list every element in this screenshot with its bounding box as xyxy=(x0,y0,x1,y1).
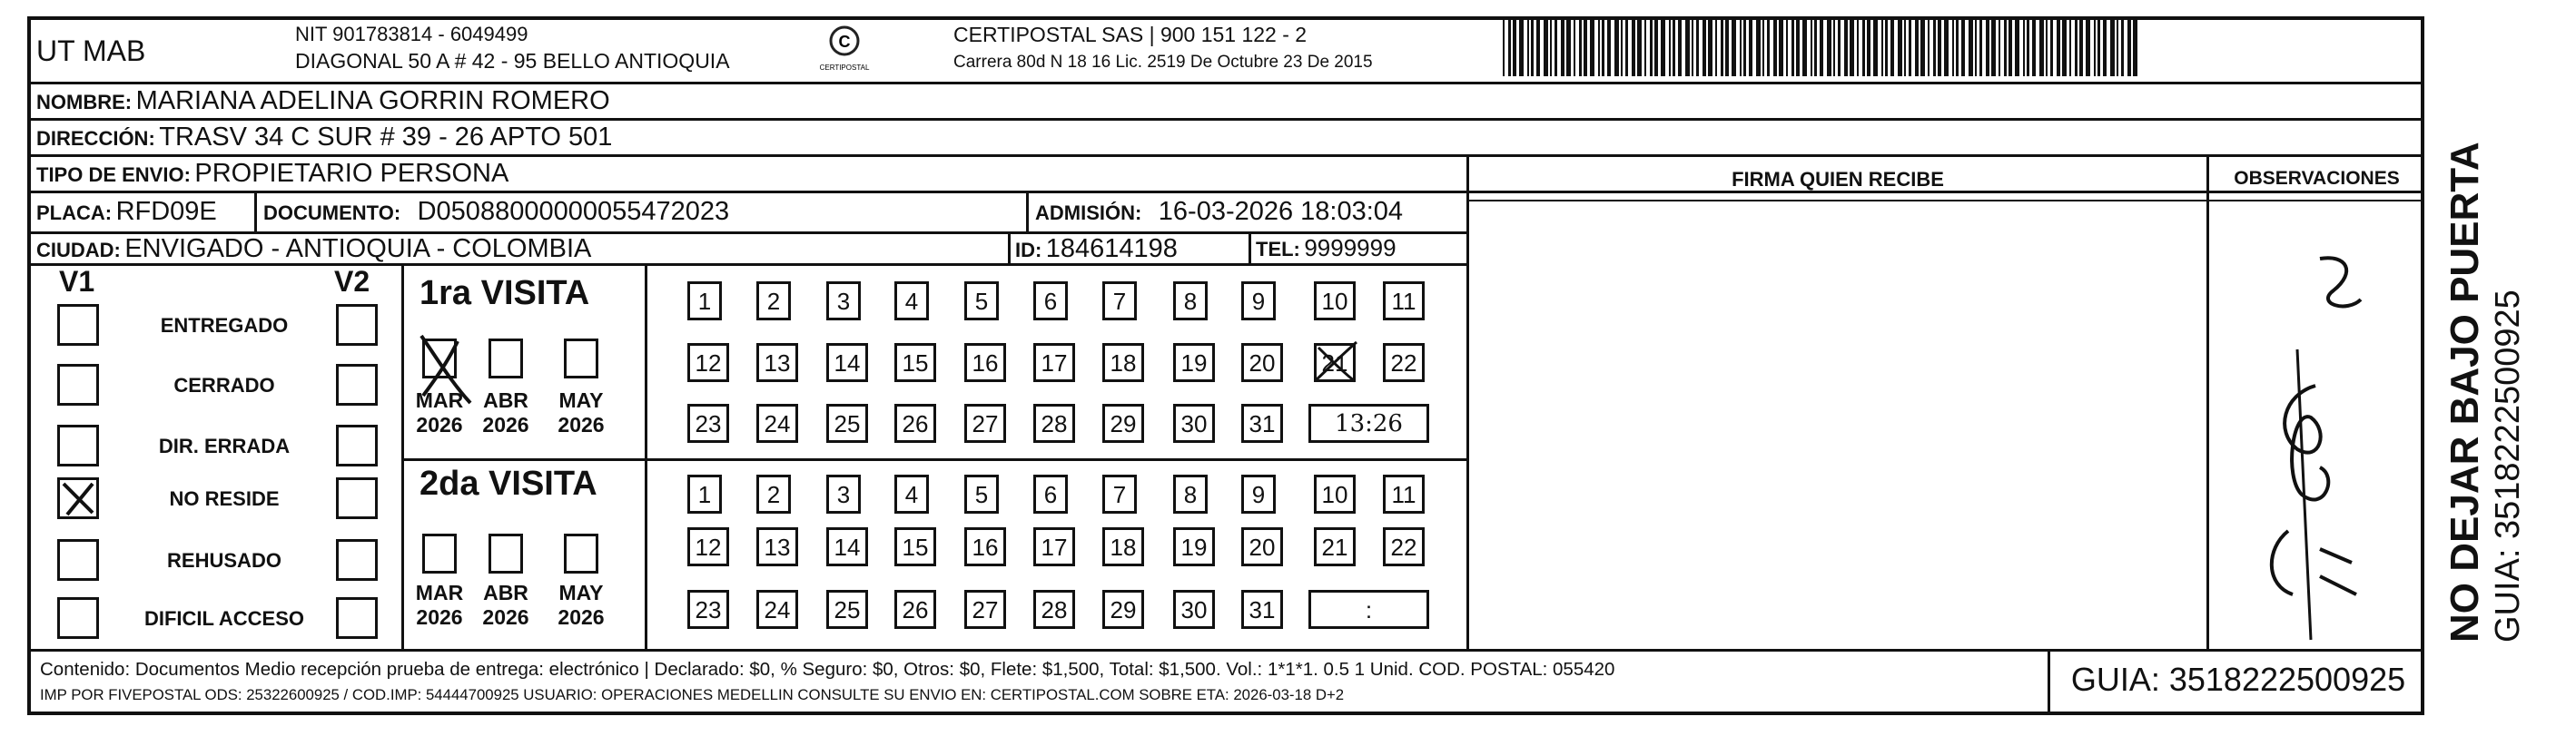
day-cell[interactable]: 6 xyxy=(1033,475,1068,514)
observaciones-header: OBSERVACIONES xyxy=(2234,168,2400,189)
day-cell[interactable]: 10 xyxy=(1314,281,1356,320)
day-cell[interactable]: 6 xyxy=(1033,281,1068,320)
day-cell[interactable]: 26 xyxy=(894,404,936,443)
day-cell[interactable]: 30 xyxy=(1173,404,1215,443)
day-cell[interactable]: 5 xyxy=(964,475,999,514)
barcode xyxy=(1503,16,2143,76)
day-cell[interactable]: 25 xyxy=(826,404,868,443)
day-cell[interactable]: 19 xyxy=(1173,527,1215,566)
placa-row: PLACA: RFD09E xyxy=(36,197,217,226)
day-cell[interactable]: 10 xyxy=(1314,475,1356,514)
month-box[interactable] xyxy=(489,534,523,574)
company-address: DIAGONAL 50 A # 42 - 95 BELLO ANTIOQUIA xyxy=(295,49,730,73)
day-cell[interactable]: 19 xyxy=(1173,343,1215,382)
month-box[interactable] xyxy=(489,339,523,378)
day-cell[interactable]: 29 xyxy=(1102,404,1144,443)
firma-header: FIRMA QUIEN RECIBE xyxy=(1732,168,1944,191)
v2-label: V2 xyxy=(334,265,370,298)
day-cell[interactable]: 3 xyxy=(826,281,861,320)
month-label: MAR 2026 xyxy=(415,581,464,629)
day-cell[interactable]: 11 xyxy=(1383,475,1425,514)
documento-row: DOCUMENTO: D05088000000055472023 xyxy=(263,197,730,226)
day-cell[interactable]: 4 xyxy=(894,281,929,320)
footer-contenido: Contenido: Documentos Medio recepción prueba de entrega: electrónico | Declarado: $0, % Seguro: $0, Otros: $0, Flete: $1,500, Total: $1,500. Vol.: 1*1*1. 0.5 1 Unid. COD. POSTAL: 055420 xyxy=(40,659,1615,680)
month-label: ABR 2026 xyxy=(482,388,529,437)
day-cell[interactable]: 24 xyxy=(756,404,798,443)
tel-row: TEL: 9999999 xyxy=(1256,234,1397,261)
v1-checkbox[interactable] xyxy=(57,477,99,519)
side-guia: GUIA: 3518222500925 xyxy=(2489,290,2527,643)
time-box[interactable]: : xyxy=(1308,590,1429,629)
day-cell[interactable]: 1 xyxy=(687,475,722,514)
v2-checkbox[interactable] xyxy=(336,597,378,639)
day-cell[interactable]: 29 xyxy=(1102,590,1144,629)
footer-guia: GUIA: 3518222500925 xyxy=(2070,661,2406,698)
month-label: MAY 2026 xyxy=(558,581,605,629)
month-box[interactable] xyxy=(564,534,598,574)
visit1-title: 1ra VISITA xyxy=(419,274,590,312)
day-cell[interactable]: 17 xyxy=(1033,527,1075,566)
ciudad-row: CIUDAD: ENVIGADO - ANTIOQUIA - COLOMBIA xyxy=(36,234,592,263)
handwritten-signature xyxy=(2211,204,2420,649)
day-cell[interactable]: 9 xyxy=(1241,281,1276,320)
v1-checkbox[interactable] xyxy=(57,539,99,581)
day-cell[interactable]: 16 xyxy=(964,527,1006,566)
day-cell[interactable]: 3 xyxy=(826,475,861,514)
svg-text:C: C xyxy=(838,33,851,51)
status-label: REHUSADO xyxy=(167,549,281,572)
v2-checkbox[interactable] xyxy=(336,304,378,346)
admision-row: ADMISIÓN: 16-03-2026 18:03:04 xyxy=(1035,197,1404,226)
side-text xyxy=(2443,116,2528,643)
day-cell[interactable]: 16 xyxy=(964,343,1006,382)
day-cell[interactable]: 27 xyxy=(964,404,1006,443)
v1-checkbox[interactable] xyxy=(57,597,99,639)
day-cell[interactable]: 22 xyxy=(1383,343,1425,382)
id-value: 184614198 xyxy=(1045,234,1178,263)
ciudad-value: ENVIGADO - ANTIOQUIA - COLOMBIA xyxy=(124,234,592,263)
day-cell[interactable]: 7 xyxy=(1102,475,1137,514)
documento-value: D05088000000055472023 xyxy=(417,197,730,226)
day-cell[interactable]: 22 xyxy=(1383,527,1425,566)
warning-text: NO DEJAR BAJO PUERTA xyxy=(2443,142,2487,643)
month-box[interactable] xyxy=(564,339,598,378)
day-cell[interactable]: 23 xyxy=(687,590,729,629)
v2-checkbox[interactable] xyxy=(336,539,378,581)
day-cell[interactable]: 12 xyxy=(687,343,729,382)
day-cell[interactable]: 14 xyxy=(826,343,868,382)
day-cell[interactable]: 12 xyxy=(687,527,729,566)
v1-checkbox[interactable] xyxy=(57,425,99,466)
month-box[interactable] xyxy=(422,534,457,574)
day-cell[interactable]: 21 xyxy=(1314,343,1356,382)
day-cell[interactable]: 13 xyxy=(756,343,798,382)
carrier-logo xyxy=(813,23,876,77)
time-box[interactable]: 13:26 xyxy=(1308,404,1429,443)
direccion-value: TRASV 34 C SUR # 39 - 26 APTO 501 xyxy=(159,123,613,152)
day-cell[interactable]: 2 xyxy=(756,281,791,320)
day-cell[interactable]: 20 xyxy=(1241,343,1283,382)
month-label: MAY 2026 xyxy=(558,388,605,437)
header-divider xyxy=(27,82,2424,84)
v1-checkbox[interactable] xyxy=(57,364,99,406)
day-cell[interactable]: 27 xyxy=(964,590,1006,629)
day-cell[interactable]: 31 xyxy=(1241,590,1283,629)
carrier-license: Carrera 80d N 18 16 Lic. 2519 De Octubre 23 De 2015 xyxy=(953,53,1373,72)
direccion-row: DIRECCIÓN: TRASV 34 C SUR # 39 - 26 APTO 501 xyxy=(36,123,613,152)
company-name: UT MAB xyxy=(36,34,146,67)
status-label: ENTREGADO xyxy=(160,314,289,337)
admision-value: 16-03-2026 18:03:04 xyxy=(1158,197,1404,226)
status-label: NO RESIDE xyxy=(169,487,280,510)
nombre-row: NOMBRE: MARIANA ADELINA GORRIN ROMERO xyxy=(36,86,610,115)
day-cell[interactable]: 13 xyxy=(756,527,798,566)
day-cell[interactable]: 18 xyxy=(1102,527,1144,566)
day-cell[interactable]: 14 xyxy=(826,527,868,566)
status-label: DIFICIL ACCESO xyxy=(143,607,304,630)
day-cell[interactable]: 4 xyxy=(894,475,929,514)
month-label: ABR 2026 xyxy=(482,581,529,629)
id-row: ID: 184614198 xyxy=(1015,234,1178,263)
day-cell[interactable]: 26 xyxy=(894,590,936,629)
day-cell[interactable]: 17 xyxy=(1033,343,1075,382)
day-cell[interactable]: 28 xyxy=(1033,404,1075,443)
carrier-name: CERTIPOSTAL SAS | 900 151 122 - 2 xyxy=(953,23,1308,46)
nombre-value: MARIANA ADELINA GORRIN ROMERO xyxy=(135,86,610,115)
day-cell[interactable]: 5 xyxy=(964,281,999,320)
month-label: MAR 2026 xyxy=(415,388,464,437)
day-cell[interactable]: 31 xyxy=(1241,404,1283,443)
day-cell[interactable]: 1 xyxy=(687,281,722,320)
day-cell[interactable]: 15 xyxy=(894,527,936,566)
logo-icon xyxy=(813,23,876,77)
day-cell[interactable]: 21 xyxy=(1314,527,1356,566)
tipo-value: PROPIETARIO PERSONA xyxy=(194,159,509,188)
status-label: DIR. ERRADA xyxy=(158,435,291,457)
day-cell[interactable]: 24 xyxy=(756,590,798,629)
day-cell[interactable]: 11 xyxy=(1383,281,1425,320)
day-cell[interactable]: 25 xyxy=(826,590,868,629)
day-cell[interactable]: 2 xyxy=(756,475,791,514)
day-cell[interactable]: 8 xyxy=(1173,475,1208,514)
v2-checkbox[interactable] xyxy=(336,364,378,406)
logo-text: CERTIPOSTAL xyxy=(819,64,870,72)
day-cell[interactable]: 9 xyxy=(1241,475,1276,514)
footer-imp: IMP POR FIVEPOSTAL ODS: 25322600925 / COD.IMP: 54444700925 USUARIO: OPERACIONES MEDELLIN CONSULTE SU ENVIO EN: CERTIPOSTAL.COM SOBRE ETA: 2026-03-18 D+2 xyxy=(40,686,1345,703)
month-box[interactable] xyxy=(422,339,457,378)
tel-value: 9999999 xyxy=(1304,234,1397,261)
placa-value: RFD09E xyxy=(115,197,217,226)
visit2-title: 2da VISITA xyxy=(419,465,597,503)
v2-checkbox[interactable] xyxy=(336,477,378,519)
day-cell[interactable]: 23 xyxy=(687,404,729,443)
day-cell[interactable]: 20 xyxy=(1241,527,1283,566)
v1-checkbox[interactable] xyxy=(57,304,99,346)
day-cell[interactable]: 30 xyxy=(1173,590,1215,629)
tipo-row: TIPO DE ENVIO: PROPIETARIO PERSONA xyxy=(36,159,509,188)
v2-checkbox[interactable] xyxy=(336,425,378,466)
day-cell[interactable]: 7 xyxy=(1102,281,1137,320)
day-cell[interactable]: 15 xyxy=(894,343,936,382)
day-cell[interactable]: 18 xyxy=(1102,343,1144,382)
status-label: CERRADO xyxy=(173,374,275,397)
day-cell[interactable]: 8 xyxy=(1173,281,1208,320)
day-cell[interactable]: 28 xyxy=(1033,590,1075,629)
company-nit: NIT 901783814 - 6049499 xyxy=(295,23,528,45)
v1-label: V1 xyxy=(59,265,95,298)
firma-area[interactable] xyxy=(1471,201,2205,646)
